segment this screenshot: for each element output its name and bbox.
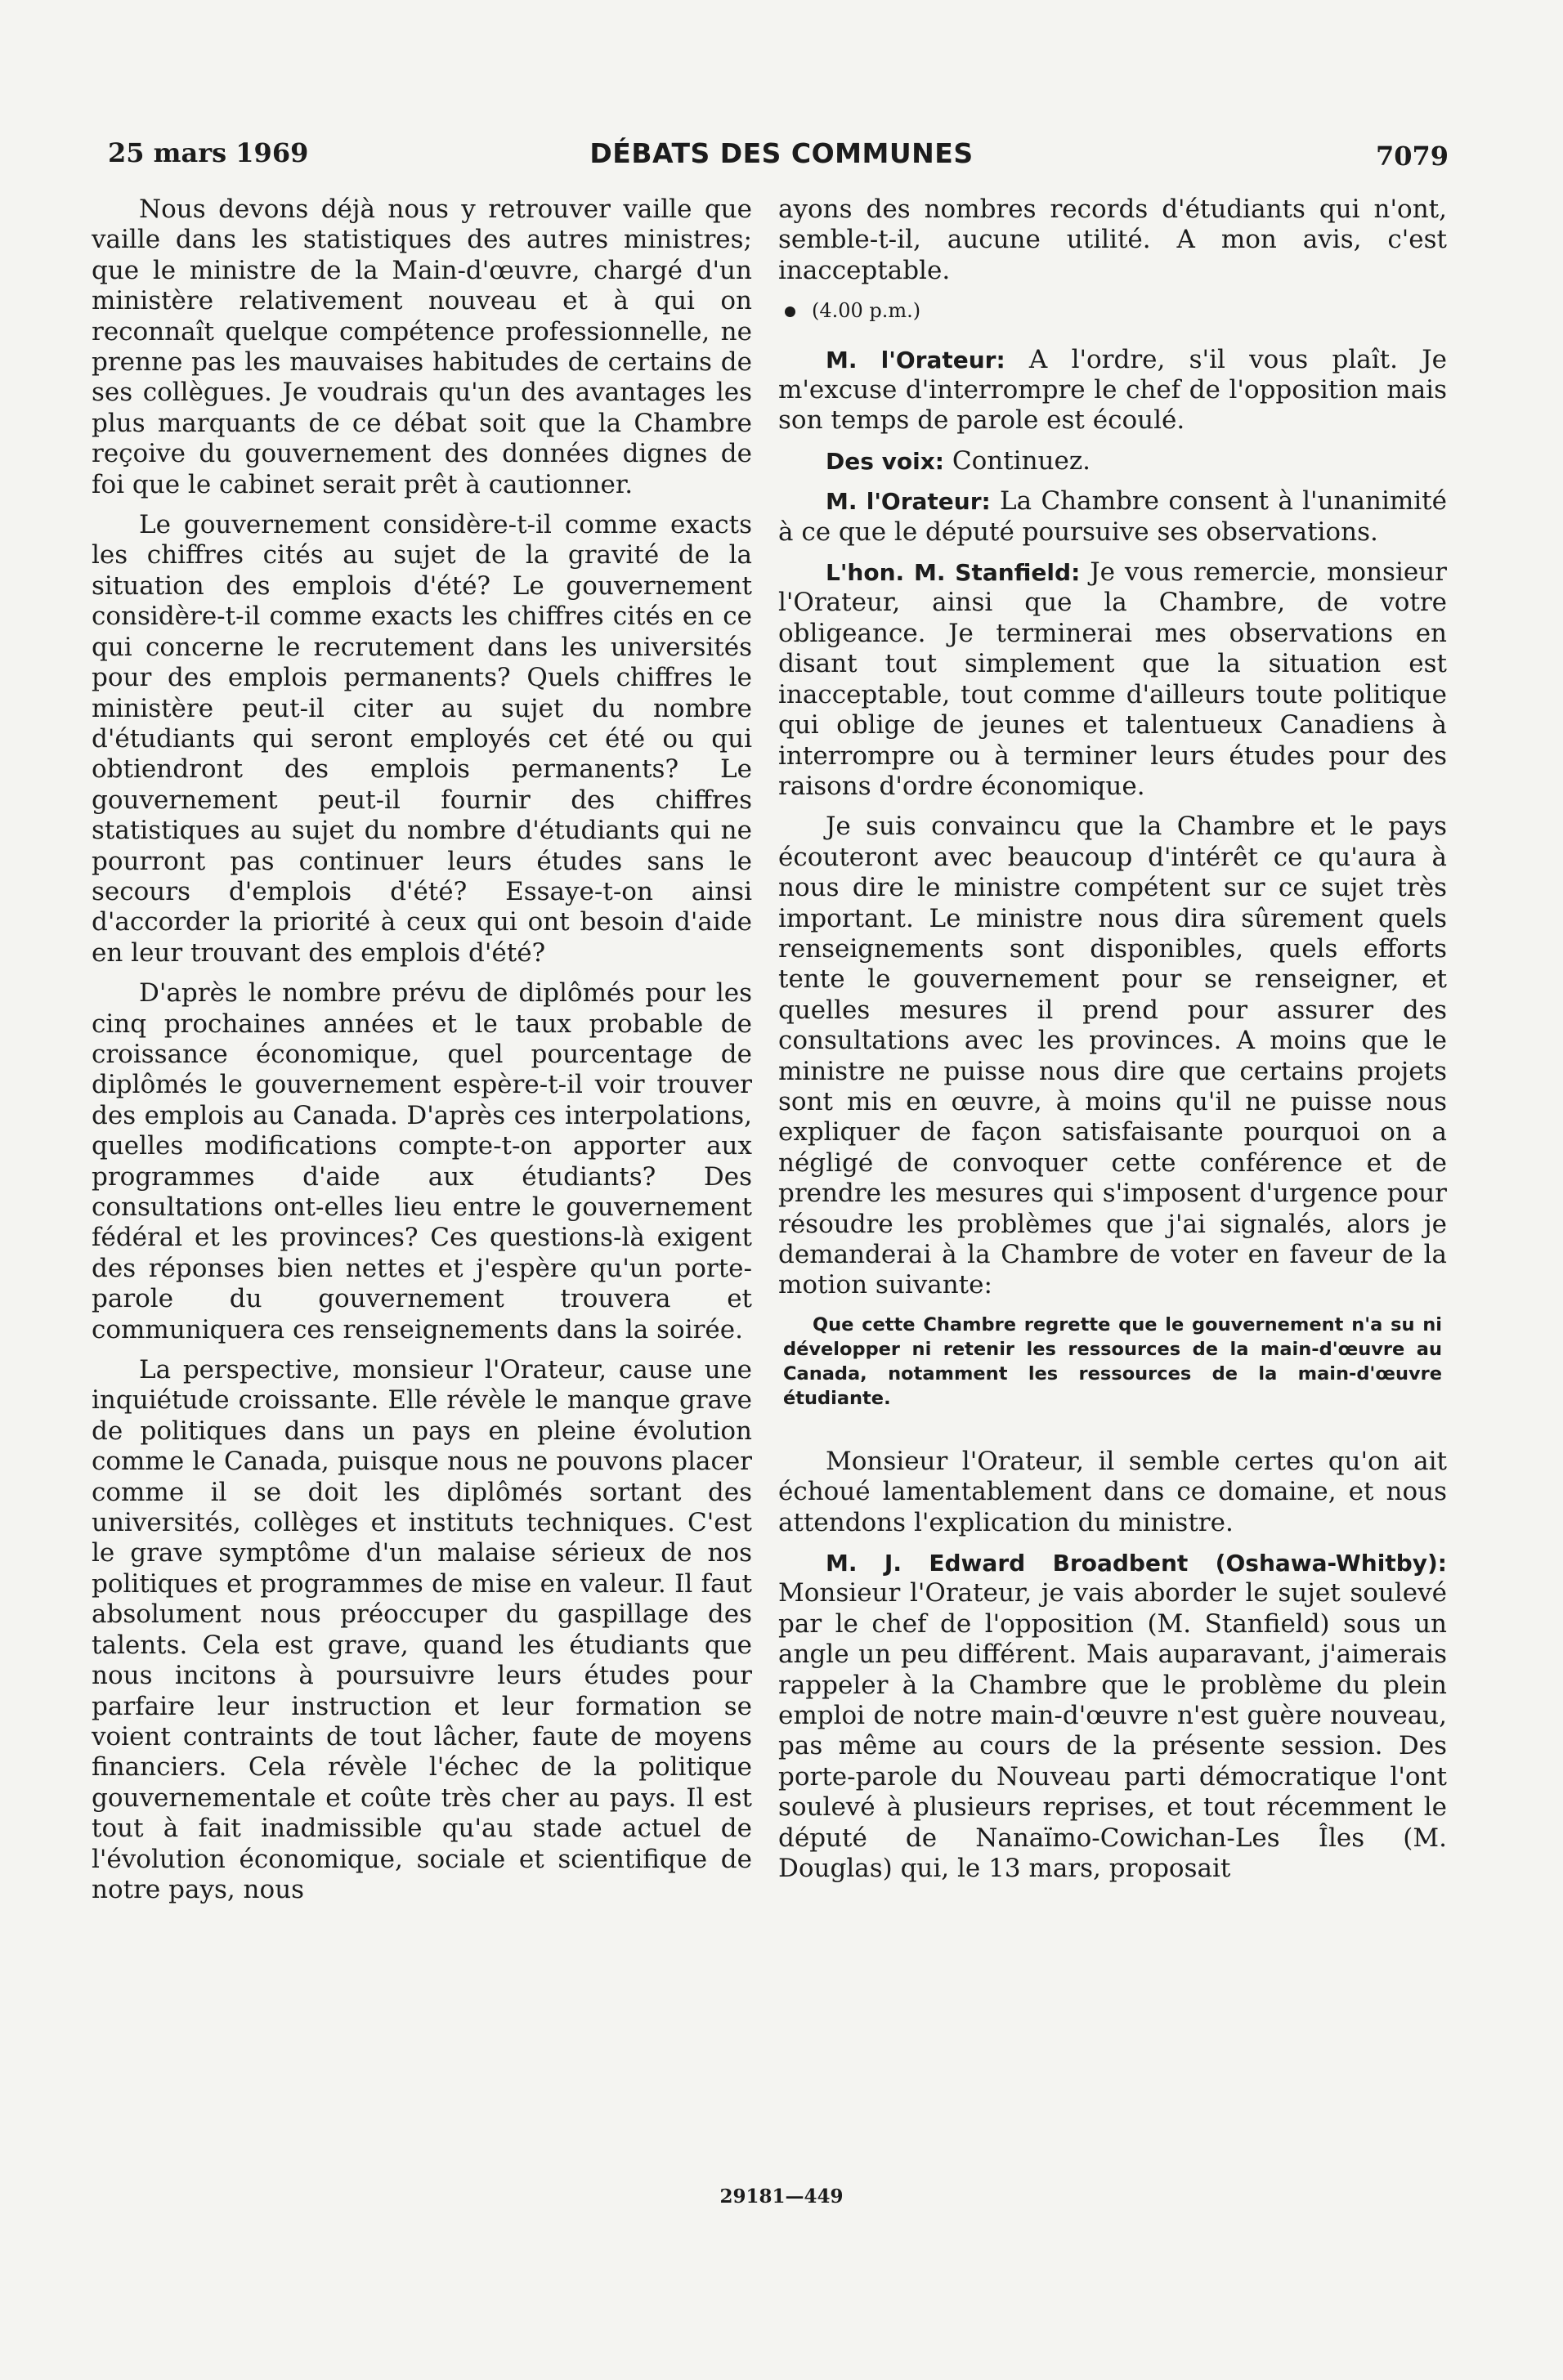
speech-text: Continuez. — [944, 445, 1091, 476]
speech — [778, 557, 1447, 802]
speaker-name: Des voix: — [826, 447, 944, 475]
speaker-name: M. l'Orateur: — [826, 346, 1005, 374]
motion-quote: Que cette Chambre regrette que le gouvernement n'a su ni développer ni retenir les ressources de la main-d'œuvre au Canada, notamment les ressources de la main-d'œuvre étudiante. — [783, 1313, 1442, 1409]
paragraph: ayons des nombres records d'étudiants qui n'ont, semble-t-il, aucune utilité. A mon avis, c'est inacceptable. — [778, 195, 1447, 285]
paragraph: Monsieur l'Orateur, il semble certes qu'on ait échoué lamentablement dans ce domaine, et nous attendons l'explication du ministre. — [778, 1446, 1447, 1537]
header-title: DÉBATS DES COMMUNES — [589, 137, 974, 169]
speech-text: Je vous remercie, monsieur l'Orateur, ainsi que la Chambre, de votre obligeance. Je terminerai mes observations en disant tout simplement que la situation est inacceptable, tout comme d'ailleurs toute politique qui oblige de jeunes et talentueux Canadiens à interrompre ou à terminer leurs études pour des raisons d'ordre économique. — [778, 557, 1447, 801]
speech — [778, 345, 1447, 436]
right-column — [778, 195, 1447, 1895]
paragraph: Le gouvernement considère-t-il comme exacts les chiffres cités au sujet de la gravité de la situation des emplois d'été? Le gouvernement considère-t-il comme exacts les chiffres cités en ce qui concerne le recrutement dans les universités pour des emplois permanents? Quels chiffres le ministère peut-il citer au sujet du nombre d'étudiants qui seront employés cet été ou qui obtiendront des emplois permanents? Le gouvernement peut-il fournir des chiffres statistiques au sujet du nombre d'étudiants qui ne pourront pas continuer leurs études sans le secours d'emplois d'été? Essaye-t-on ainsi d'accorder la priorité à ceux qui ont besoin d'aide en leur trouvant des emplois d'été? — [92, 510, 752, 968]
speech-text: Monsieur l'Orateur, je vais aborder le sujet soulevé par le chef de l'opposition (M. Stanfield) sous un angle un peu différent. Mais auparavant, j'aimerais rappeler à la Chambre que le problème du plein emploi de notre main-d'œuvre n'est guère nouveau, pas même au cours de la présente session. Des porte-parole du Nouveau parti démocratique l'ont soulevé à plusieurs reprises, et tout récemment le député de Nanaïmo-Cowichan-Les Îles (M. Douglas) qui, le 13 mars, proposait — [778, 1578, 1447, 1884]
paragraph: D'après le nombre prévu de diplômés pour les cinq prochaines années et le taux probable de croissance économique, quel pourcentage de diplômés le gouvernement espère-t-il voir trouver des emplois au Canada. D'après ces interpolations, quelles modifications compte-t-on apporter aux programmes d'aide aux étudiants? Des consultations ont-elles lieu entre le gouvernement fédéral et les provinces? Ces questions-là exigent des réponses bien nettes et j'espère qu'un porte-parole du gouvernement trouvera et communiquera ces renseignements dans la soirée. — [92, 978, 752, 1344]
speech — [778, 446, 1447, 476]
speaker-name: L'hon. M. Stanfield: — [826, 559, 1081, 587]
paragraph: Nous devons déjà nous y retrouver vaille que vaille dans les statistiques des autres ministres; que le ministre de la Main-d'œuvre, chargé d'un ministère relativement nouveau et à qui on reconnaît quelque compétence professionnelle, ne prenne pas les mauvaises habitudes de certains de ses collègues. Je voudrais qu'un des avantages les plus marquants de ce débat soit que la Chambre reçoive du gouvernement des données dignes de foi que le cabinet serait prêt à cautionner. — [92, 195, 752, 499]
header-date: 25 mars 1969 — [108, 137, 309, 168]
time-text: (4.00 p.m.) — [812, 299, 921, 323]
footer-code: 29181—449 — [719, 2185, 844, 2208]
paragraph: La perspective, monsieur l'Orateur, cause une inquiétude croissante. Elle révèle le manque grave de politiques dans un pays en pleine évolution comme le Canada, puisque nous ne pouvons placer comme il se doit les diplômés sortant des universités, collèges et instituts techniques. C'est le grave symptôme d'un malaise sérieux de nos politiques et programmes de mise en valeur. Il faut absolument nous préoccuper du gaspillage des talents. Cela est grave, quand les étudiants que nous incitons à poursuivre leurs études pour parfaire leur instruction et leur formation se voient contraints de tout lâcher, faute de moyens financiers. Cela révèle l'échec de la politique gouvernementale et coûte très cher au pays. Il est tout à fait inadmissible qu'au stade actuel de l'évolution économique, sociale et scientifique de notre pays, nous — [92, 1355, 752, 1904]
speaker-name: M. l'Orateur: — [826, 488, 991, 516]
speech-text: La Chambre consent à l'unanimité à ce que le député poursuive ses observations. — [778, 486, 1447, 547]
left-column — [92, 195, 752, 1915]
speech-text: A l'ordre, s'il vous plaît. Je m'excuse d'interrompre le chef de l'opposition mais son temps de parole est écoulé. — [778, 344, 1447, 436]
time-stamp — [778, 296, 1447, 326]
bullet-icon — [785, 306, 795, 317]
page-number: 7079 — [1375, 141, 1449, 172]
speaker-name: M. J. Edward Broadbent (Oshawa-Whitby): — [826, 1550, 1447, 1577]
speech — [778, 486, 1447, 548]
paragraph: Je suis convaincu que la Chambre et le pays écouteront avec beaucoup d'intérêt ce qu'aura à nous dire le ministre compétent sur ce sujet très important. Le ministre nous dira sûrement quels renseignements sont disponibles, quels efforts tente le gouvernement pour se renseigner, et quelles mesures il prend pour assurer des consultations avec les provinces. A moins que le ministre ne puisse nous dire que certains projets sont mis en œuvre, à moins qu'il ne puisse nous expliquer de façon satisfaisante pourquoi on a négligé de convoquer cette conférence et de prendre les mesures qui s'imposent d'urgence pour résoudre les problèmes que j'ai signalés, alors je demanderai à la Chambre de voter en faveur de la motion suivante: — [778, 812, 1447, 1300]
speech — [778, 1548, 1447, 1884]
page-header — [0, 137, 1563, 178]
